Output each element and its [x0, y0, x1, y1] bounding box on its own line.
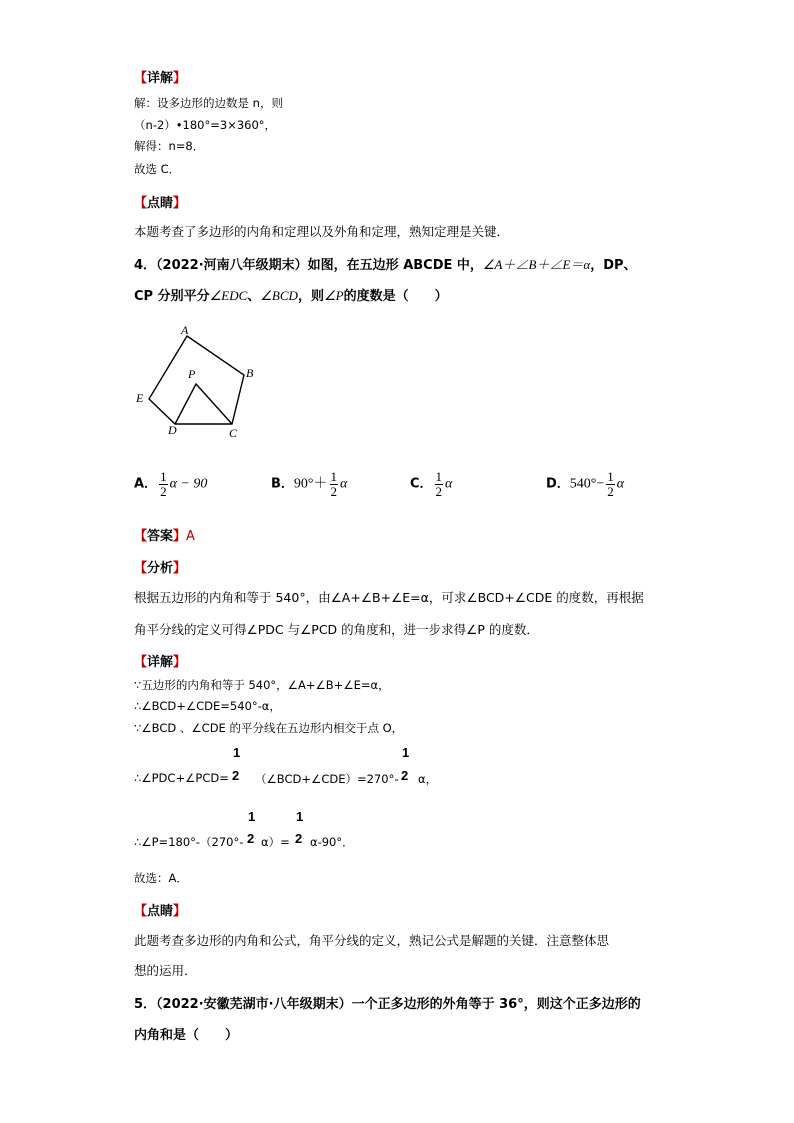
- option-d[interactable]: D．540°− $\frac{1}{2}$ α: [546, 469, 625, 499]
- pentagon-shape: [149, 336, 244, 424]
- question-4-line1: 4．（2022·河南八年级期末）如图，在五边形 ABCDE 中，∠A＋∠B＋∠E＝α，DP、: [134, 257, 637, 273]
- fraction-numerator: 1: [233, 745, 241, 760]
- label-p: P: [188, 367, 196, 381]
- question-5-line2: 内角和是（ ）: [134, 1028, 239, 1043]
- label-b: B: [246, 366, 254, 380]
- bisector-lines: [175, 384, 232, 424]
- text-line: 故选：A．: [134, 871, 188, 885]
- fraction-denominator: 2: [401, 768, 409, 783]
- label-c: C: [229, 426, 238, 440]
- text-line: （∠BCD+∠CDE）=270°-: [255, 772, 399, 786]
- label-d: D: [168, 423, 177, 437]
- label-a: A: [181, 323, 189, 337]
- fraction-denominator: 2: [247, 831, 255, 846]
- text-line: 本题考查了多边形的内角和定理以及外角和定理，熟知定理是关键．: [134, 224, 510, 239]
- section-header-xiangjie: 【详解】: [134, 655, 187, 670]
- text-line: 此题考查多边形的内角和公式，角平分线的定义，熟记公式是解题的关键．注意整体思: [134, 933, 610, 948]
- text-line: ∴∠PDC+∠PCD=: [134, 771, 229, 785]
- text-line: α）=: [261, 835, 290, 849]
- text-line: 角平分线的定义可得∠PDC 与∠PCD 的角度和，进一步求得∠P 的度数．: [134, 622, 539, 637]
- fraction-numerator: 1: [402, 745, 410, 760]
- section-header-fenxi: 【分析】: [134, 561, 187, 576]
- text-line: ∵∠BCD 、∠CDE 的平分线在五边形内相交于点 O，: [134, 721, 404, 735]
- text-line: α-90°．: [310, 835, 354, 849]
- section-header-dianjing: 【点睛】: [134, 196, 187, 211]
- text-line: 解：设多边形的边数是 n，则: [134, 96, 283, 110]
- fraction-denominator: 2: [295, 831, 303, 846]
- label-e: E: [136, 391, 144, 405]
- section-header-dianjing: 【点睛】: [134, 904, 187, 919]
- text-line: （n-2）•180°=3×360°，: [134, 118, 277, 132]
- text-line: ∴∠BCD+∠CDE=540°-α，: [134, 699, 281, 713]
- question-4-line2: CP 分别平分∠EDC、∠BCD，则∠P的度数是（ ）: [134, 288, 448, 304]
- text-line: 根据五边形的内角和等于 540°，由∠A+∠B+∠E=α，可求∠BCD+∠CDE 的度数，再根据: [134, 590, 644, 605]
- text-line: ∴∠P=180°-（270°-: [134, 835, 244, 849]
- option-c[interactable]: C． $\frac{1}{2}$ α: [410, 469, 453, 499]
- section-header-xiangjie: 【详解】: [134, 71, 187, 86]
- question-5-line1: 5．（2022·安徽芜湖市·八年级期末）一个正多边形的外角等于 36°，则这个正多边形的: [134, 997, 641, 1012]
- text-line: 想的运用．: [134, 963, 197, 978]
- text-line: α，: [418, 772, 438, 786]
- fraction-numerator: 1: [248, 809, 256, 824]
- pentagon-figure: [130, 318, 270, 444]
- text-line: 故选 C．: [134, 162, 181, 176]
- option-a[interactable]: A． $\frac{1}{2}$ α − 90: [134, 469, 208, 499]
- fraction-denominator: 2: [232, 768, 240, 783]
- text-line: ∵五边形的内角和等于 540°，∠A+∠B+∠E=α，: [134, 678, 390, 692]
- answer: 【答案】A: [134, 529, 195, 544]
- text-line: 解得：n=8．: [134, 139, 205, 153]
- fraction-numerator: 1: [296, 809, 304, 824]
- option-b[interactable]: B．90°＋ $\frac{1}{2}$ α: [271, 469, 348, 499]
